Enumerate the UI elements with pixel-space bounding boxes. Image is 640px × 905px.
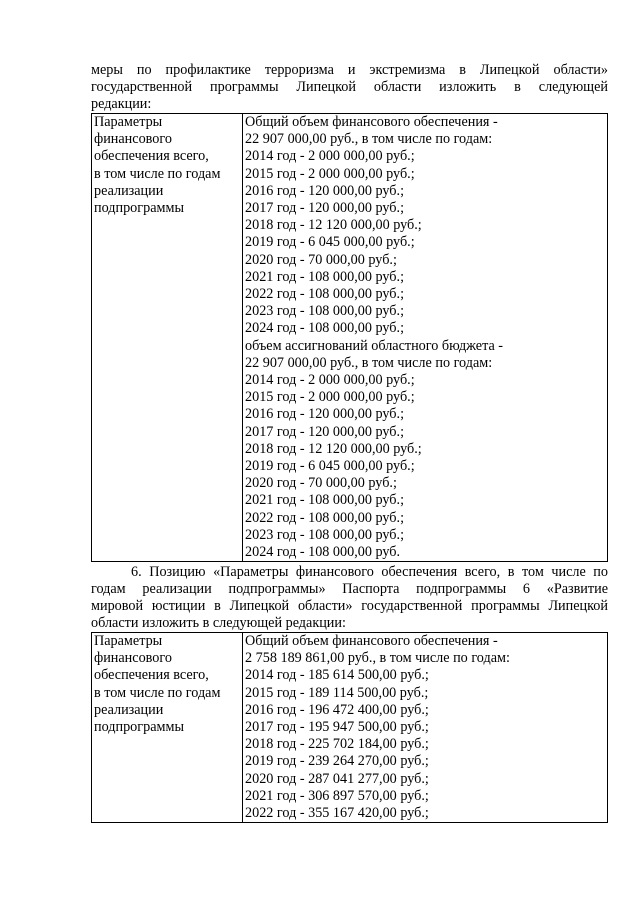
label-line: обеспечения всего, — [94, 667, 209, 684]
value-line: 2014 год - 2 000 000,00 руб.; — [245, 372, 415, 389]
value-line: 2017 год - 120 000,00 руб.; — [245, 200, 405, 217]
text-line: 6. Позицию «Параметры финансового обеспечения всего, в том числе по — [131, 564, 608, 580]
value-line: 2016 год - 120 000,00 руб.; — [245, 182, 405, 199]
value-line: 2022 год - 108 000,00 руб.; — [245, 286, 405, 303]
label-line: Параметры — [94, 633, 163, 649]
value-line: 2018 год - 12 120 000,00 руб.; — [245, 217, 422, 234]
label-line: финансового — [94, 131, 172, 148]
value-line: 2016 год - 196 472 400,00 руб.; — [245, 701, 429, 718]
value-line: 2024 год - 108 000,00 руб.; — [245, 320, 405, 337]
value-line: 2021 год - 108 000,00 руб.; — [245, 492, 405, 509]
intro-paragraph — [91, 62, 608, 113]
value-line: 2018 год - 12 120 000,00 руб.; — [245, 440, 422, 457]
value-line: 2022 год - 355 167 420,00 руб.; — [245, 805, 429, 822]
value-line: 2020 год - 287 041 277,00 руб.; — [245, 770, 429, 787]
value-line: Общий объем финансового обеспечения - — [245, 633, 498, 649]
value-line: 2023 год - 108 000,00 руб.; — [245, 526, 405, 543]
value-line: 2019 год - 239 264 270,00 руб.; — [245, 753, 429, 770]
value-line: 2022 год - 108 000,00 руб.; — [245, 509, 405, 526]
value-line: 2014 год - 185 614 500,00 руб.; — [245, 667, 429, 684]
label-line: реализации — [94, 701, 164, 718]
value-line: 2020 год - 70 000,00 руб.; — [245, 251, 397, 268]
text-line: редакции: — [91, 96, 152, 112]
label-line: в том числе по годам — [94, 684, 221, 701]
value-line: 2016 год - 120 000,00 руб.; — [245, 406, 405, 423]
label-line: реализации — [94, 182, 164, 199]
value-line: объем ассигнований областного бюджета - — [245, 337, 504, 354]
text-line: годам реализации подпрограммы» Паспорта подпрограммы 6 «Развитие — [91, 581, 608, 597]
value-line: 2024 год - 108 000,00 руб. — [245, 544, 401, 561]
label-line: подпрограммы — [94, 719, 184, 736]
value-line: 2019 год - 6 045 000,00 руб.; — [245, 458, 415, 475]
label-line: Параметры — [94, 114, 163, 130]
parameter-label-cell — [92, 633, 243, 823]
value-line: 2018 год - 225 702 184,00 руб.; — [245, 736, 429, 753]
label-line: подпрограммы — [94, 200, 184, 217]
text-line: мировой юстиции в Липецкой области» государственной программы Липецкой — [91, 598, 608, 614]
financing-values-cell — [243, 633, 608, 823]
text-line: государственной программы Липецкой области изложить в следующей — [91, 79, 608, 95]
text-line: меры по профилактике терроризма и экстремизма в Липецкой области» — [91, 62, 608, 78]
value-line: 2021 год - 306 897 570,00 руб.; — [245, 787, 429, 804]
value-line: 2017 год - 120 000,00 руб.; — [245, 423, 405, 440]
item-6-paragraph — [91, 564, 608, 632]
value-line: 2015 год - 2 000 000,00 руб.; — [245, 389, 415, 406]
value-line: 2015 год - 2 000 000,00 руб.; — [245, 165, 415, 182]
value-line: 2023 год - 108 000,00 руб.; — [245, 303, 405, 320]
value-line: 2017 год - 195 947 500,00 руб.; — [245, 719, 429, 736]
value-line: 2 758 189 861,00 руб., в том числе по годам: — [245, 650, 510, 667]
label-line: в том числе по годам — [94, 165, 221, 182]
value-line: 2019 год - 6 045 000,00 руб.; — [245, 234, 415, 251]
value-line: 2014 год - 2 000 000,00 руб.; — [245, 148, 415, 165]
value-line: 2015 год - 189 114 500,00 руб.; — [245, 684, 429, 701]
value-line: 22 907 000,00 руб., в том числе по годам: — [245, 131, 493, 148]
value-line: 2021 год - 108 000,00 руб.; — [245, 268, 405, 285]
label-line: обеспечения всего, — [94, 148, 209, 165]
text-line: области изложить в следующей редакции: — [91, 615, 346, 631]
financing-values-cell — [243, 114, 608, 562]
value-line: Общий объем финансового обеспечения - — [245, 114, 498, 130]
value-line: 2020 год - 70 000,00 руб.; — [245, 475, 397, 492]
financing-table-1 — [91, 113, 608, 562]
value-line: 22 907 000,00 руб., в том числе по годам: — [245, 354, 493, 371]
label-line: финансового — [94, 650, 172, 667]
parameter-label-cell — [92, 114, 243, 562]
financing-table-2 — [91, 632, 608, 823]
